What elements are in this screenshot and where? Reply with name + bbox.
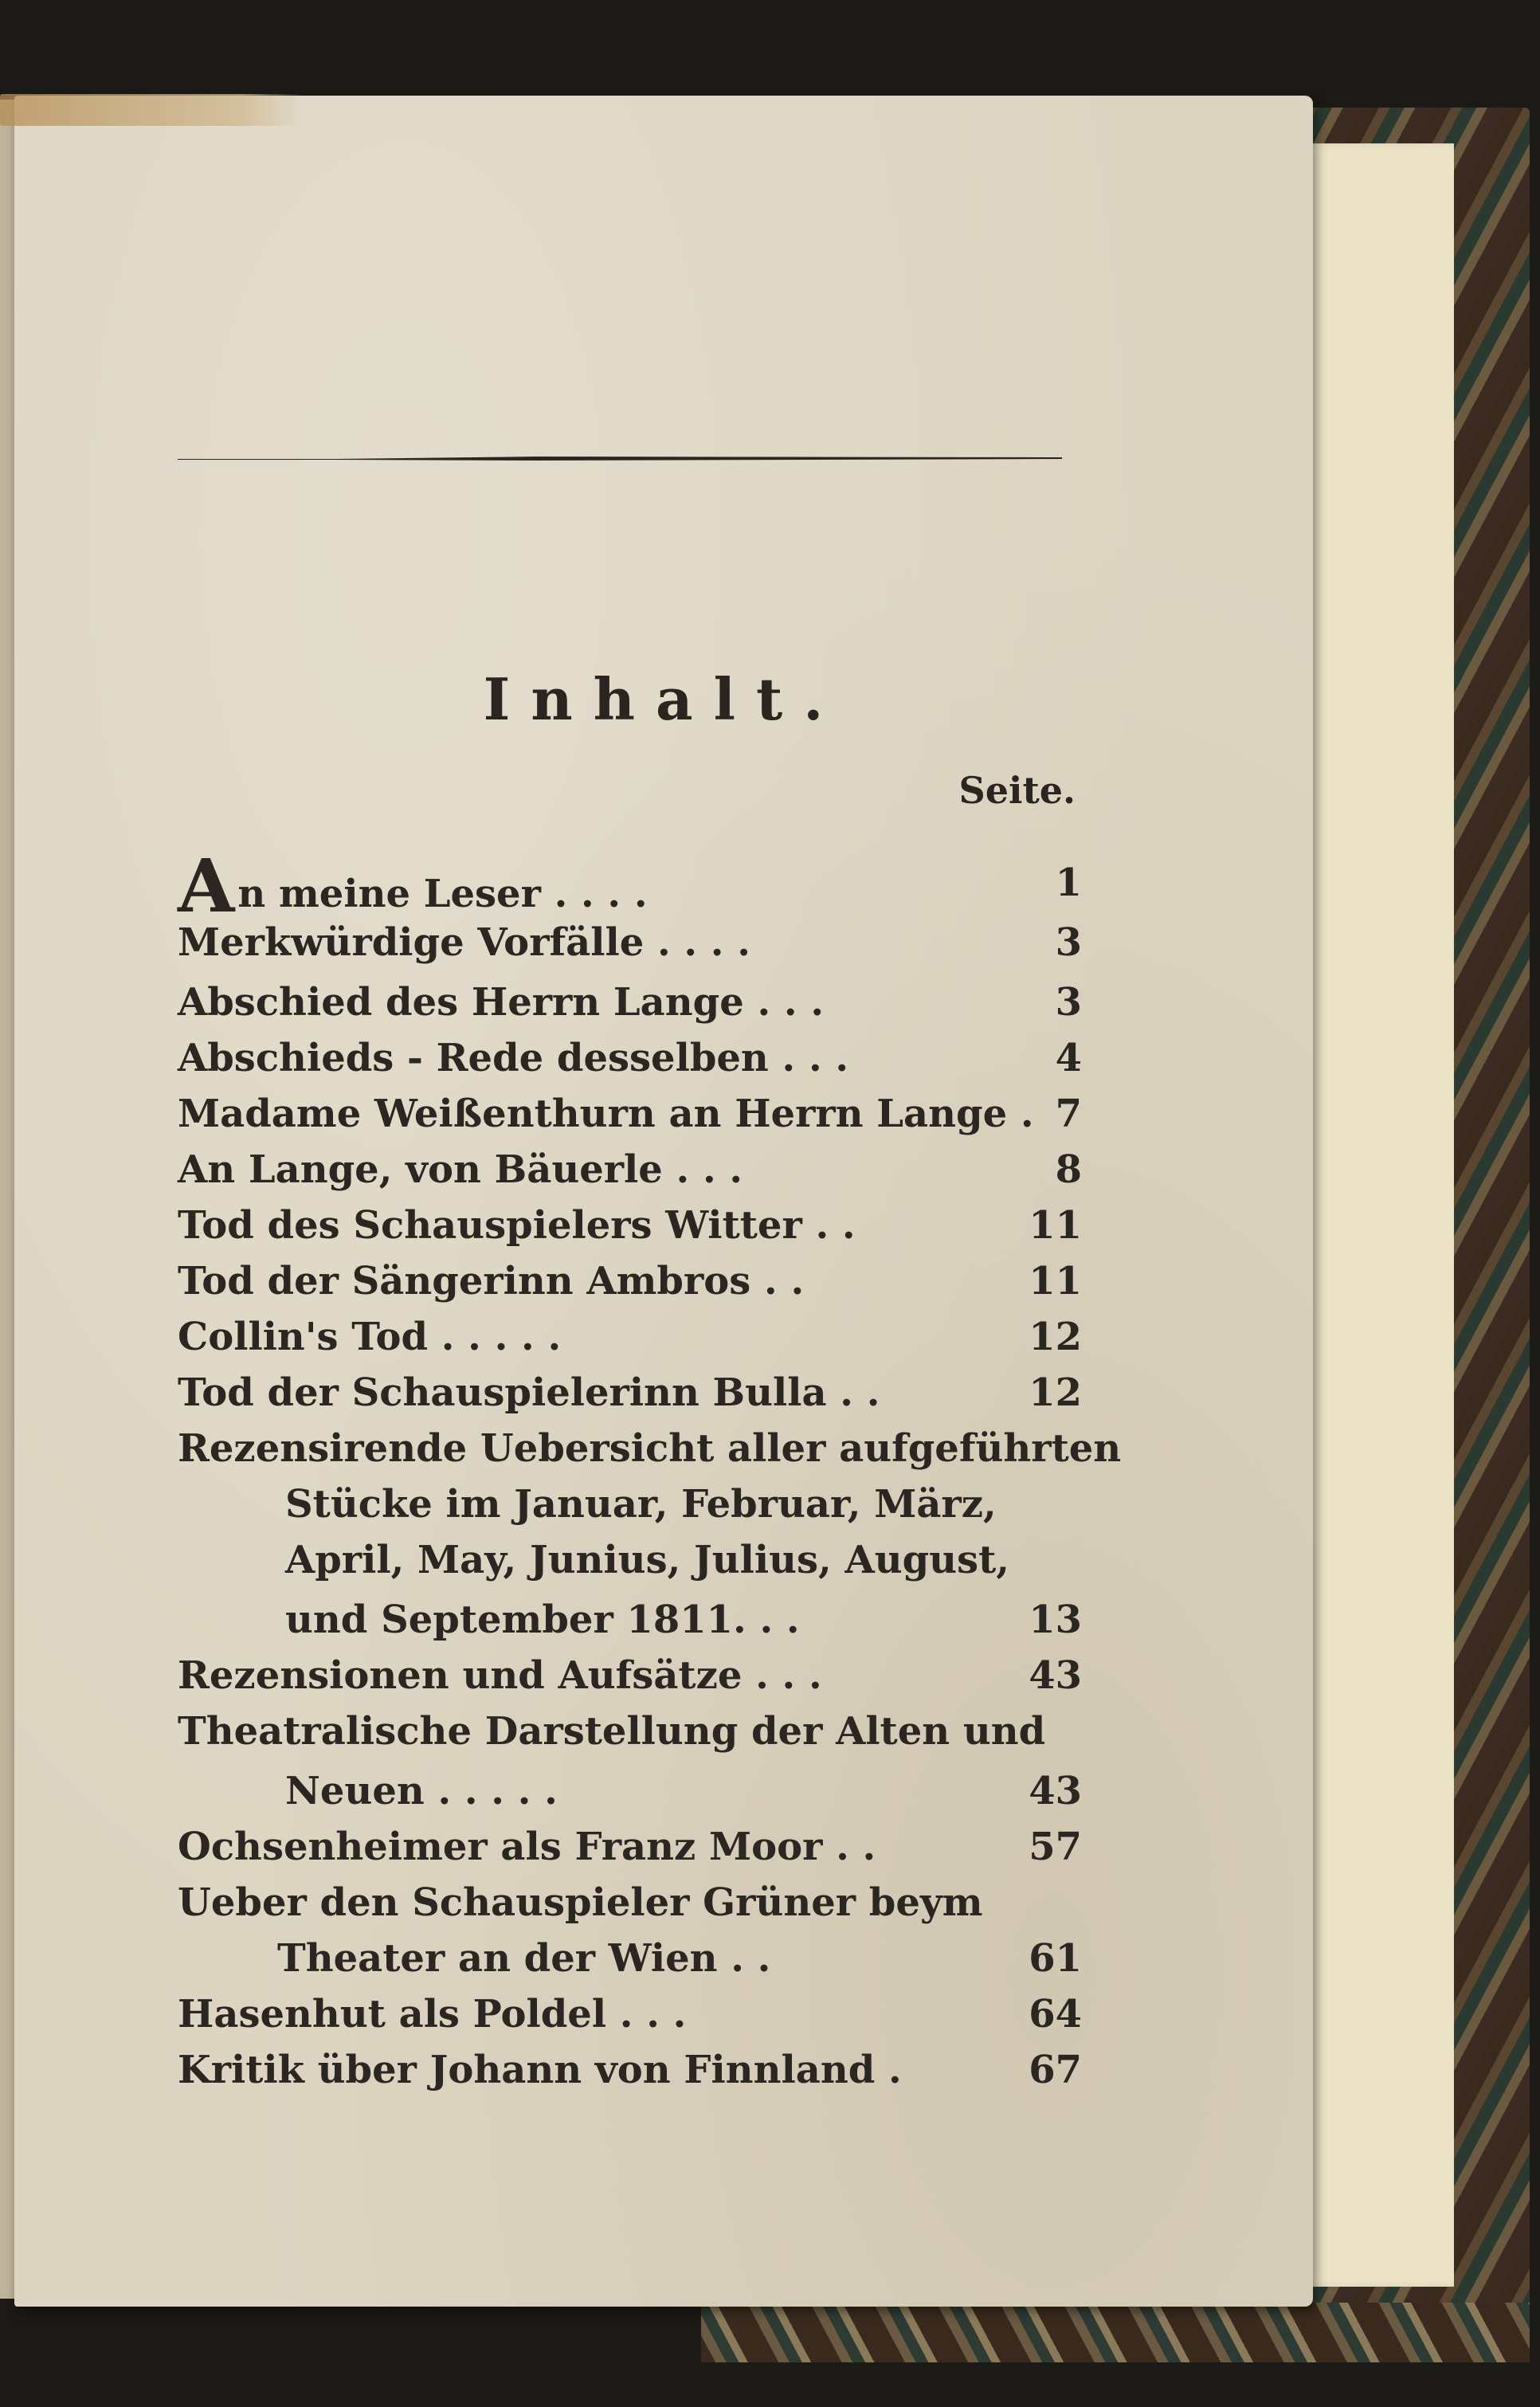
toc-entry-label: Hasenhut als Poldel . . . (178, 1992, 687, 2037)
toc-entry-label: Neuen . . . . . (285, 1769, 558, 1813)
toc-entry (14, 1203, 1313, 1259)
toc-entry (14, 1259, 1313, 1315)
toc-entry (14, 1426, 1313, 1482)
toc-entry-label (178, 843, 648, 929)
toc-entry (14, 1653, 1313, 1709)
toc-entry-page: 64 (1029, 1992, 1082, 2037)
toc-entry-label: Tod des Schauspielers Witter . . (178, 1203, 856, 1248)
toc-entry (14, 1880, 1313, 1936)
decorative-rule (178, 454, 1062, 462)
toc-entry-label-rest: n meine Leser . . . . (237, 872, 648, 916)
page-column-label: Seite. (958, 769, 1076, 812)
toc-entry-page: 12 (1029, 1315, 1082, 1359)
toc-entry (14, 1370, 1313, 1426)
toc-entry (14, 980, 1313, 1036)
toc-entry-page: 1 (1055, 860, 1082, 905)
toc-entry-page: 43 (1029, 1769, 1082, 1813)
toc-entry-page: 43 (1029, 1653, 1082, 1698)
toc-entry-label: Rezensionen und Aufsätze . . . (178, 1653, 822, 1698)
toc-entry-label: Stücke im Januar, Februar, März, (285, 1482, 997, 1527)
toc-entry (14, 1482, 1313, 1538)
toc-entry-label: Kritik über Johann von Finnland . (178, 2048, 902, 2092)
toc-entry (14, 2048, 1313, 2103)
toc-entry-label: Abschied des Herrn Lange . . . (178, 980, 825, 1025)
toc-entry-label: An Lange, von Bäuerle . . . (178, 1147, 743, 1192)
toc-entry-label: April, May, Junius, Julius, August, (285, 1538, 1009, 1582)
endpaper-edge (1295, 143, 1454, 2287)
toc-entry-page: 7 (1055, 1092, 1082, 1136)
toc-entry (14, 1936, 1313, 1992)
toc-entry-page: 8 (1055, 1147, 1082, 1192)
toc-entry (14, 920, 1313, 976)
toc-entry-label: Ueber den Schauspieler Grüner beym (178, 1880, 983, 1925)
toc-entry-page: 13 (1029, 1597, 1082, 1642)
toc-entry (14, 1597, 1313, 1653)
page-title: Inhalt. (483, 665, 844, 733)
toc-entry-label: Theater an der Wien . . (277, 1936, 771, 1981)
book-page (14, 96, 1313, 2307)
toc-entry-page: 61 (1029, 1936, 1082, 1981)
toc-entry-label: Merkwürdige Vorfälle . . . . (178, 920, 750, 965)
toc-entry-page: 11 (1029, 1203, 1082, 1248)
page-stain (0, 94, 303, 126)
toc-entry (14, 1709, 1313, 1765)
toc-entry-label: Rezensirende Uebersicht aller aufgeführten (178, 1426, 1122, 1471)
toc-entry-page: 12 (1029, 1370, 1082, 1415)
marbled-cover-bottom (701, 2303, 1530, 2362)
toc-entry (14, 1092, 1313, 1147)
toc-entry-label: Abschieds - Rede desselben . . . (178, 1036, 849, 1080)
toc-entry-label: Tod der Schauspielerinn Bulla . . (178, 1370, 880, 1415)
toc-entry-page: 57 (1029, 1825, 1082, 1869)
toc-entry (14, 1992, 1313, 2048)
toc-entry (14, 1769, 1313, 1825)
toc-entry (14, 843, 1313, 929)
toc-entry-page: 4 (1055, 1036, 1082, 1080)
toc-entry-label: Collin's Tod . . . . . (178, 1315, 562, 1359)
toc-entry (14, 1036, 1313, 1092)
toc-entry-label: Theatralische Darstellung der Alten und (178, 1709, 1046, 1754)
toc-entry (14, 1315, 1313, 1370)
toc-entry-page: 67 (1029, 2048, 1082, 2092)
toc-entry-page: 3 (1055, 980, 1082, 1025)
drop-cap: A (178, 843, 235, 929)
toc-entry-page: 3 (1055, 920, 1082, 965)
toc-entry-page: 11 (1029, 1259, 1082, 1303)
toc-entry (14, 1825, 1313, 1880)
toc-entry-label: und September 1811. . . (285, 1597, 800, 1642)
toc-entry-label: Madame Weißenthurn an Herrn Lange . (178, 1092, 1034, 1136)
toc-entry-label: Tod der Sängerinn Ambros . . (178, 1259, 805, 1303)
toc-entry (14, 1538, 1313, 1594)
toc-entry-label: Ochsenheimer als Franz Moor . . (178, 1825, 876, 1869)
toc-entry (14, 1147, 1313, 1203)
